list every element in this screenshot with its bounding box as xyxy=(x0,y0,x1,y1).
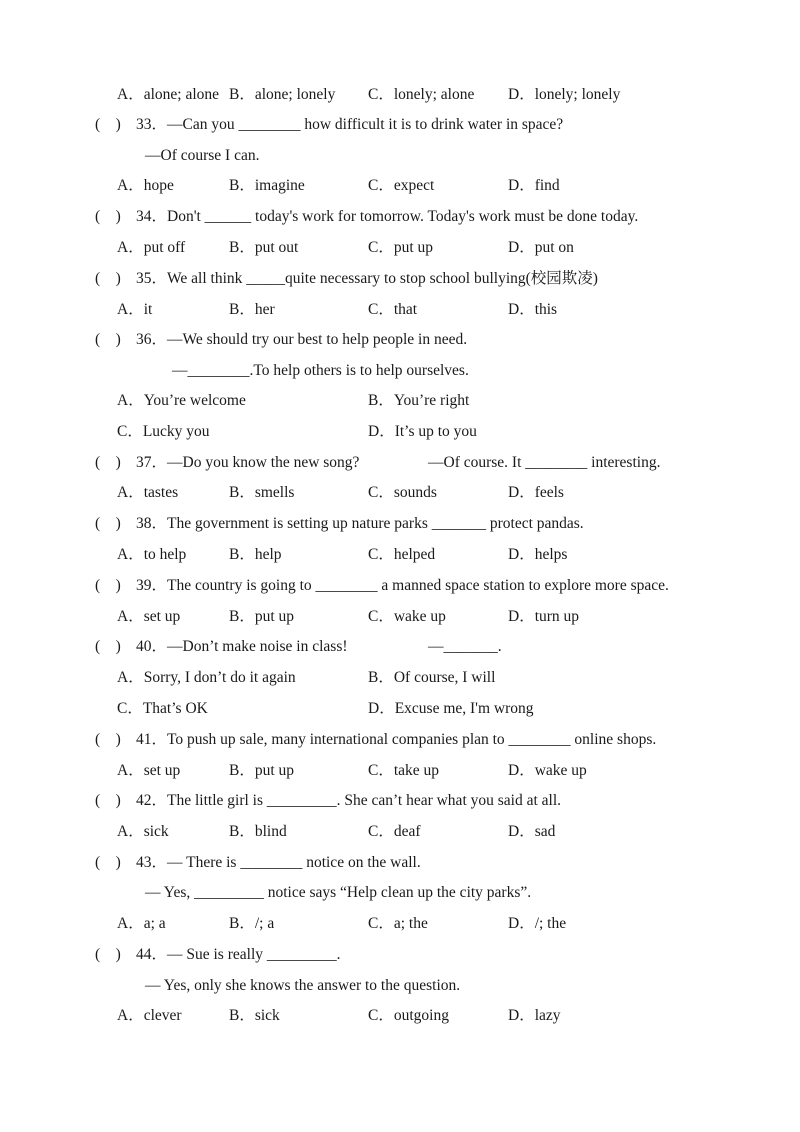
q37-option-c[interactable]: C．sounds xyxy=(368,484,437,501)
q32-option-a[interactable]: A．alone; alone xyxy=(117,86,220,103)
q37-option-a[interactable]: A．tastes xyxy=(117,484,179,501)
q42-option-b[interactable]: B．blind xyxy=(229,823,287,840)
q40-answer-blank[interactable]: ( ) xyxy=(95,638,121,655)
q38-answer-blank[interactable]: ( ) xyxy=(95,515,121,532)
q42-answer-blank[interactable]: ( ) xyxy=(95,792,121,809)
q34-option-b[interactable]: B．put out xyxy=(229,239,299,256)
q39-option-a[interactable]: A．set up xyxy=(117,608,181,625)
q33-option-c[interactable]: C．expect xyxy=(368,177,435,194)
q42-option-c[interactable]: C．deaf xyxy=(368,823,421,840)
q36-text: 36．—We should try our best to help people in need. xyxy=(136,331,468,348)
q33-reply: —Of course I can. xyxy=(145,147,260,164)
q40-option-c[interactable]: C．That’s OK xyxy=(117,700,208,717)
q43-option-c[interactable]: C．a; the xyxy=(368,915,428,932)
q41-option-c[interactable]: C．take up xyxy=(368,762,440,779)
q41-option-d[interactable]: D．wake up xyxy=(508,762,587,779)
q41-text: 41．To push up sale, many international companies plan to ________ online shops. xyxy=(136,731,657,748)
q44-answer-blank[interactable]: ( ) xyxy=(95,946,121,963)
q36-answer-blank[interactable]: ( ) xyxy=(95,331,121,348)
q42-option-a[interactable]: A．sick xyxy=(117,823,169,840)
q38-option-d[interactable]: D．helps xyxy=(508,546,568,563)
q35-option-a[interactable]: A．it xyxy=(117,301,153,318)
q40-option-a[interactable]: A．Sorry, I don’t do it again xyxy=(117,669,296,686)
q33-option-a[interactable]: A．hope xyxy=(117,177,174,194)
q39-text: 39．The country is going to ________ a manned space station to explore more space. xyxy=(136,577,669,594)
q36-option-c[interactable]: C．Lucky you xyxy=(117,423,210,440)
q38-option-b[interactable]: B．help xyxy=(229,546,282,563)
q40-text: 40．—Don’t make noise in class! xyxy=(136,638,348,655)
q39-option-c[interactable]: C．wake up xyxy=(368,608,446,625)
q43-text: 43．— There is ________ notice on the wall. xyxy=(136,854,421,871)
q37-answer-blank[interactable]: ( ) xyxy=(95,454,121,471)
q34-option-c[interactable]: C．put up xyxy=(368,239,434,256)
q33-text: 33．—Can you ________ how difficult it is to drink water in space? xyxy=(136,116,564,133)
q34-option-a[interactable]: A．put off xyxy=(117,239,186,256)
q36-option-a[interactable]: A．You’re welcome xyxy=(117,392,246,409)
q42-option-d[interactable]: D．sad xyxy=(508,823,556,840)
q33-answer-blank[interactable]: ( ) xyxy=(95,116,121,133)
q40-option-b[interactable]: B．Of course, I will xyxy=(368,669,496,686)
q35-option-d[interactable]: D．this xyxy=(508,301,558,318)
q32-option-b[interactable]: B．alone; lonely xyxy=(229,86,336,103)
q41-option-a[interactable]: A．set up xyxy=(117,762,181,779)
q33-option-b[interactable]: B．imagine xyxy=(229,177,305,194)
q38-text: 38．The government is setting up nature parks _______ protect pandas. xyxy=(136,515,584,532)
q35-option-b[interactable]: B．her xyxy=(229,301,275,318)
q35-answer-blank[interactable]: ( ) xyxy=(95,270,121,287)
q43-option-d[interactable]: D．/; the xyxy=(508,915,567,932)
q32-option-d[interactable]: D．lonely; lonely xyxy=(508,86,621,103)
q40-option-d[interactable]: D．Excuse me, I'm wrong xyxy=(368,700,534,717)
q39-option-b[interactable]: B．put up xyxy=(229,608,295,625)
q41-answer-blank[interactable]: ( ) xyxy=(95,731,121,748)
q38-option-a[interactable]: A．to help xyxy=(117,546,187,563)
q36-reply: —________.To help others is to help ourselves. xyxy=(172,362,469,379)
q37-option-d[interactable]: D．feels xyxy=(508,484,564,501)
q37-option-b[interactable]: B．smells xyxy=(229,484,295,501)
q40-reply: —_______. xyxy=(428,638,502,655)
q43-answer-blank[interactable]: ( ) xyxy=(95,854,121,871)
q43-option-a[interactable]: A．a; a xyxy=(117,915,166,932)
q37-reply: —Of course. It ________ interesting. xyxy=(428,454,661,471)
q36-option-b[interactable]: B．You’re right xyxy=(368,392,470,409)
q42-text: 42．The little girl is _________. She can’t hear what you said at all. xyxy=(136,792,562,809)
q43-reply: — Yes, _________ notice says “Help clean up the city parks”. xyxy=(145,884,532,901)
q44-option-c[interactable]: C．outgoing xyxy=(368,1007,449,1024)
q44-option-a[interactable]: A．clever xyxy=(117,1007,182,1024)
q37-text: 37．—Do you know the new song? xyxy=(136,454,360,471)
q36-option-d[interactable]: D．It’s up to you xyxy=(368,423,477,440)
q39-option-d[interactable]: D．turn up xyxy=(508,608,580,625)
q44-option-b[interactable]: B．sick xyxy=(229,1007,280,1024)
q34-answer-blank[interactable]: ( ) xyxy=(95,208,121,225)
q32-option-c[interactable]: C．lonely; alone xyxy=(368,86,475,103)
q44-reply: — Yes, only she knows the answer to the question. xyxy=(145,977,461,994)
q35-text: 35．We all think _____quite necessary to stop school bullying(校园欺凌) xyxy=(136,270,598,287)
q43-option-b[interactable]: B．/; a xyxy=(229,915,275,932)
q33-option-d[interactable]: D．find xyxy=(508,177,560,194)
q44-text: 44．— Sue is really _________. xyxy=(136,946,341,963)
q44-option-d[interactable]: D．lazy xyxy=(508,1007,561,1024)
q34-text: 34．Don't ______ today's work for tomorrow. Today's work must be done today. xyxy=(136,208,639,225)
q35-option-c[interactable]: C．that xyxy=(368,301,418,318)
q38-option-c[interactable]: C．helped xyxy=(368,546,436,563)
q41-option-b[interactable]: B．put up xyxy=(229,762,295,779)
q34-option-d[interactable]: D．put on xyxy=(508,239,574,256)
q39-answer-blank[interactable]: ( ) xyxy=(95,577,121,594)
